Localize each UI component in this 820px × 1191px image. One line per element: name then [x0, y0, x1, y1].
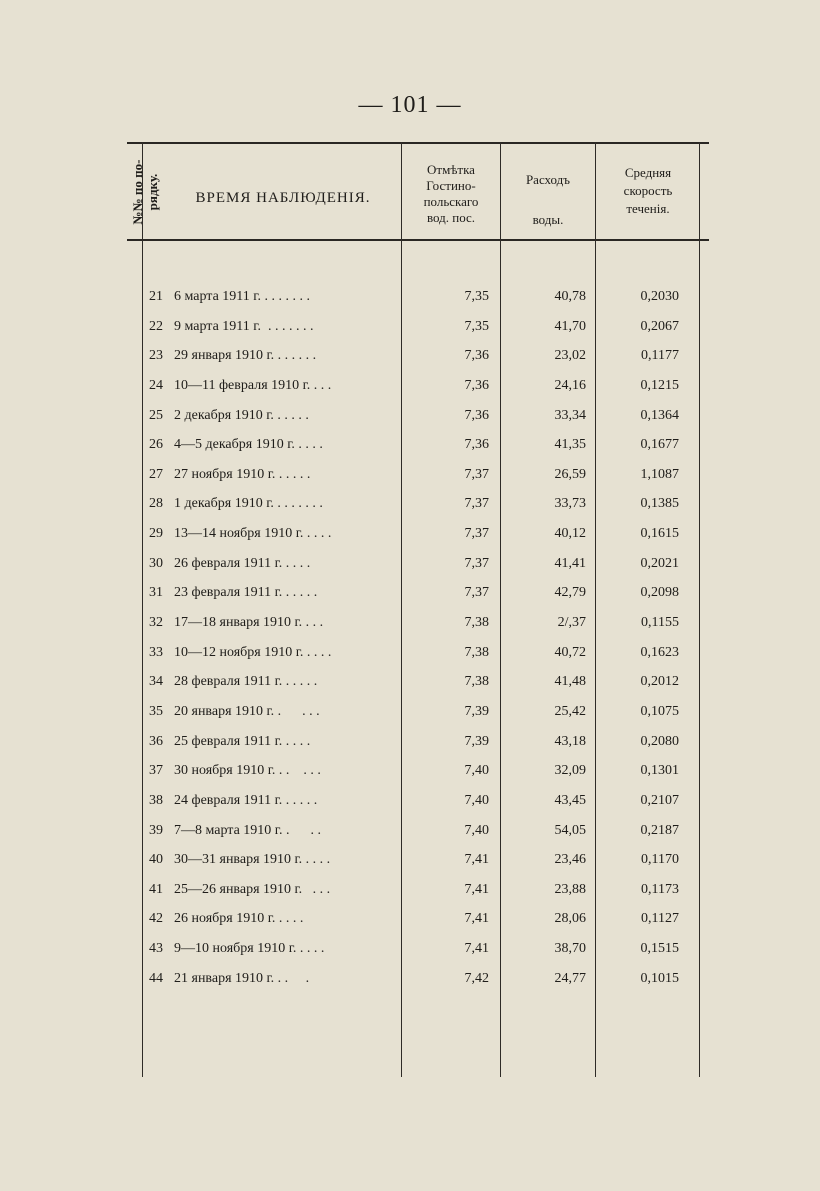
row-mark: 7,40 [464, 763, 489, 779]
table-row [127, 850, 709, 880]
row-flow: 25,42 [554, 703, 586, 719]
row-velocity: 0,1177 [641, 348, 679, 364]
row-number: 21 [149, 289, 163, 304]
header-time-column: ВРЕМЯ НАБЛЮДЕНІЯ. [195, 190, 371, 206]
row-velocity: 0,1215 [640, 377, 679, 393]
table-row [127, 613, 709, 643]
table-row [127, 554, 709, 584]
row-velocity: 0,2067 [640, 318, 679, 334]
table-row [127, 969, 709, 999]
row-number: 42 [149, 911, 163, 927]
row-number: 25 [149, 407, 163, 423]
row-flow: 24,77 [554, 970, 586, 986]
table-row [127, 406, 709, 436]
row-mark: 7,37 [464, 555, 489, 571]
row-mark: 7,37 [464, 585, 489, 601]
row-flow: 41,48 [554, 674, 586, 690]
row-mark: 7,41 [464, 911, 489, 927]
row-flow: 40,78 [554, 289, 586, 304]
table-row [127, 672, 709, 702]
row-flow: 32,09 [554, 763, 586, 779]
row-number: 30 [149, 555, 163, 571]
row-time: 2 декабря 1910 г. . . . . . [174, 407, 309, 423]
header-velocity-column: Средняя скорость теченія. [623, 165, 673, 216]
row-flow: 23,88 [554, 881, 586, 897]
row-velocity: 0,2030 [640, 289, 679, 304]
row-number: 31 [149, 585, 163, 601]
row-flow: 24,16 [554, 377, 586, 393]
row-velocity: 0,2012 [640, 674, 679, 690]
row-flow: 26,59 [554, 466, 586, 482]
row-number: 22 [149, 318, 163, 334]
row-time: 17—18 января 1910 г. . . . [174, 615, 324, 631]
row-number: 27 [149, 466, 163, 482]
row-velocity: 0,1075 [640, 703, 679, 719]
row-mark: 7,36 [464, 348, 489, 364]
table-row [127, 732, 709, 762]
row-flow: 40,72 [554, 644, 586, 660]
row-time: 13—14 ноября 1910 г. . . . . [174, 526, 332, 542]
header-number-column [127, 146, 163, 238]
row-number: 34 [149, 674, 163, 690]
row-time: 1 декабря 1910 г. . . . . . . . [174, 496, 323, 512]
row-velocity: 0,2080 [640, 733, 679, 749]
row-flow: 23,46 [554, 852, 586, 868]
row-time: 30 ноября 1910 г. . . . . . [174, 763, 321, 779]
header-mark-column: Отмѣтка Гостино- польскаго вод. пос. [423, 162, 479, 225]
header-number-label: №№ по по- рядку. [130, 159, 160, 225]
row-velocity: 0,1301 [640, 763, 679, 779]
row-mark: 7,42 [464, 970, 489, 986]
row-mark: 7,40 [464, 792, 489, 808]
row-time: 27 ноября 1910 г. . . . . . [174, 466, 311, 482]
row-velocity: 0,1127 [641, 911, 679, 927]
row-mark: 7,37 [464, 496, 489, 512]
table-body [127, 287, 709, 998]
row-flow: 40,12 [554, 526, 586, 542]
row-number: 40 [149, 852, 163, 868]
row-mark: 7,38 [464, 615, 489, 631]
row-velocity: 0,2021 [640, 555, 679, 571]
row-time: 6 марта 1911 г. . . . . . . . [174, 289, 310, 304]
row-flow: 41,41 [554, 555, 586, 571]
row-velocity: 0,1155 [641, 615, 679, 631]
row-time: 25 февраля 1911 г. . . . . [174, 733, 311, 749]
table-row [127, 435, 709, 465]
row-mark: 7,38 [464, 644, 489, 660]
row-number: 35 [149, 703, 163, 719]
row-velocity: 0,1015 [640, 970, 679, 986]
row-flow: 28,06 [554, 911, 586, 927]
row-time: 9—10 ноября 1910 г. . . . . [174, 941, 325, 957]
row-number: 39 [149, 822, 163, 838]
row-mark: 7,41 [464, 941, 489, 957]
row-mark: 7,39 [464, 733, 489, 749]
row-mark: 7,35 [464, 318, 489, 334]
row-mark: 7,37 [464, 526, 489, 542]
row-number: 37 [149, 763, 163, 779]
row-time: 26 ноября 1910 г. . . . . [174, 911, 304, 927]
page-number: — 101 — [358, 92, 462, 118]
row-mark: 7,36 [464, 437, 489, 453]
row-number: 28 [149, 496, 163, 512]
row-flow: 41,35 [554, 437, 586, 453]
row-velocity: 0,1615 [640, 526, 679, 542]
row-time: 30—31 января 1910 г. . . . . [174, 852, 331, 868]
row-velocity: 0,1364 [640, 407, 679, 423]
row-mark: 7,39 [464, 703, 489, 719]
row-number: 38 [149, 792, 163, 808]
table-row [127, 761, 709, 791]
row-time: 26 февраля 1911 г. . . . . [174, 555, 311, 571]
row-time: 20 января 1910 г. . . . . [174, 703, 320, 719]
row-time: 10—11 февраля 1910 г. . . . [174, 377, 332, 393]
row-flow: 38,70 [554, 941, 586, 957]
table-row [127, 583, 709, 613]
row-time: 4—5 декабря 1910 г. . . . . [174, 437, 323, 453]
row-number: 43 [149, 941, 163, 957]
row-velocity: 1,1087 [640, 466, 679, 482]
row-velocity: 0,2187 [640, 822, 679, 838]
table-row [127, 376, 709, 406]
row-number: 23 [149, 348, 163, 364]
row-flow: 33,73 [554, 496, 586, 512]
row-velocity: 0,1515 [640, 941, 679, 957]
row-mark: 7,41 [464, 852, 489, 868]
row-mark: 7,37 [464, 466, 489, 482]
row-time: 25—26 января 1910 г. . . . [174, 881, 331, 897]
row-velocity: 0,2098 [640, 585, 679, 601]
table-row [127, 494, 709, 524]
header-bottom-rule [127, 239, 709, 241]
table-row [127, 317, 709, 347]
row-time: 21 января 1910 г. . . . [174, 970, 310, 986]
table-row [127, 465, 709, 495]
table-row [127, 821, 709, 851]
row-number: 29 [149, 526, 163, 542]
table-row [127, 346, 709, 376]
row-velocity: 0,1173 [641, 881, 679, 897]
row-time: 7—8 марта 1910 г. . . . [174, 822, 321, 838]
row-number: 32 [149, 615, 163, 631]
row-time: 29 января 1910 г. . . . . . . [174, 348, 317, 364]
row-mark: 7,36 [464, 407, 489, 423]
table-row [127, 643, 709, 673]
row-flow: 54,05 [554, 822, 586, 838]
row-number: 24 [149, 377, 163, 393]
row-time: 23 февраля 1911 г. . . . . . [174, 585, 318, 601]
row-flow: 41,70 [554, 318, 586, 334]
row-mark: 7,38 [464, 674, 489, 690]
table-row [127, 791, 709, 821]
table-row [127, 880, 709, 910]
row-flow: 43,45 [554, 792, 586, 808]
row-number: 44 [149, 970, 163, 986]
row-mark: 7,35 [464, 289, 489, 304]
row-velocity: 0,2107 [640, 792, 679, 808]
observation-table [127, 142, 709, 1077]
row-mark: 7,40 [464, 822, 489, 838]
row-number: 33 [149, 644, 163, 660]
row-mark: 7,36 [464, 377, 489, 393]
row-mark: 7,41 [464, 881, 489, 897]
row-flow: 43,18 [554, 733, 586, 749]
row-time: 9 марта 1911 г. . . . . . . . [174, 318, 314, 334]
row-velocity: 0,1385 [640, 496, 679, 512]
row-flow: 23,02 [554, 348, 586, 364]
table-row [127, 287, 709, 317]
row-velocity: 0,1623 [640, 644, 679, 660]
table-row [127, 939, 709, 969]
table-row [127, 702, 709, 732]
row-flow: 33,34 [554, 407, 586, 423]
row-number: 41 [149, 881, 163, 897]
header-flow-column: Расходъ воды. [525, 172, 571, 227]
table-row [127, 909, 709, 939]
table-row [127, 524, 709, 554]
row-number: 26 [149, 437, 163, 453]
row-time: 24 февраля 1911 г. . . . . . [174, 792, 318, 808]
row-number: 36 [149, 733, 163, 749]
row-flow: 42,79 [554, 585, 586, 601]
row-velocity: 0,1170 [641, 852, 679, 868]
table-top-rule [127, 142, 709, 144]
row-velocity: 0,1677 [640, 437, 679, 453]
row-time: 28 февраля 1911 г. . . . . . [174, 674, 318, 690]
row-time: 10—12 ноября 1910 г. . . . . [174, 644, 332, 660]
row-flow: 2/,37 [557, 615, 586, 631]
